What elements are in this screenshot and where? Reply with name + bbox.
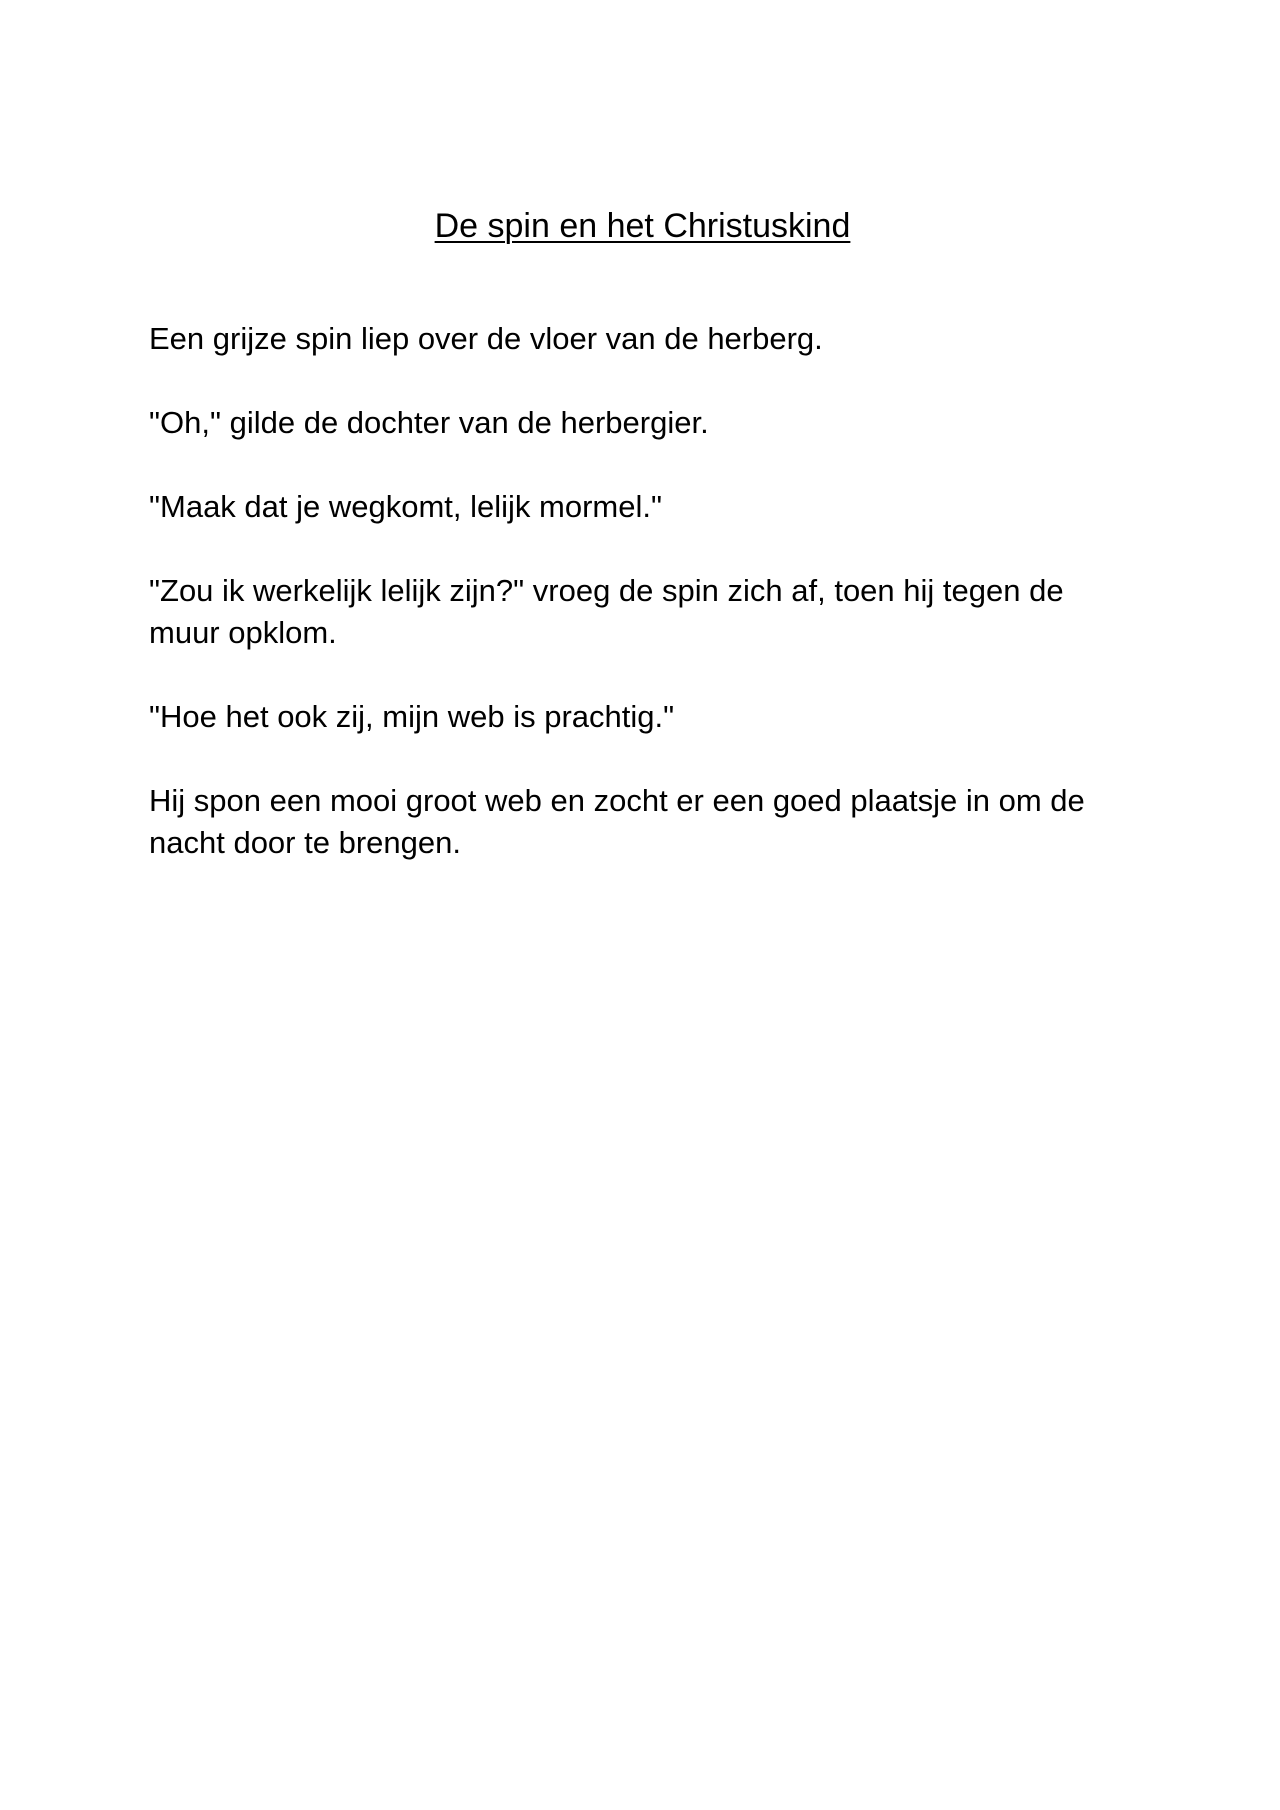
document-title: De spin en het Christuskind — [434, 207, 851, 245]
paragraph: Hij spon een mooi groot web en zocht er een goed plaatsje in om de nacht door te brengen. — [149, 783, 1085, 860]
paragraph: "Hoe het ook zij, mijn web is prachtig." — [149, 699, 675, 734]
paragraph: "Maak dat je wegkomt, lelijk mormel." — [149, 489, 662, 524]
paragraph: Een grijze spin liep over de vloer van de herberg. — [149, 321, 823, 356]
paragraph: "Oh," gilde de dochter van de herbergier. — [149, 405, 709, 440]
paragraph: "Zou ik werkelijk lelijk zijn?" vroeg de spin zich af, toen hij tegen de muur opklom. — [149, 573, 1064, 650]
